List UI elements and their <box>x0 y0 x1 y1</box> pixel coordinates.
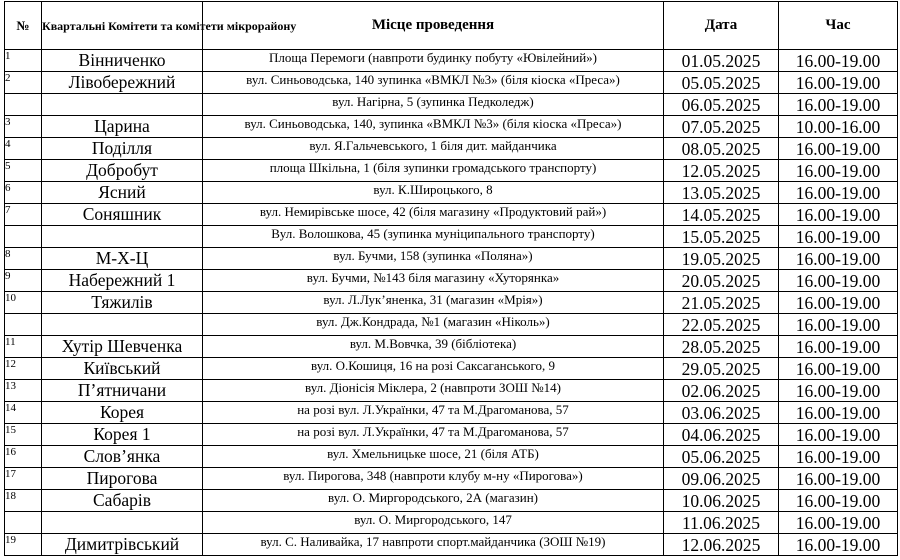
row-place: на розі вул. Л.Українки, 47 та М.Драгоманова, 57 <box>203 424 664 446</box>
row-date: 13.05.2025 <box>664 182 779 204</box>
row-time: 16.00-19.00 <box>779 358 898 380</box>
row-time: 16.00-19.00 <box>779 204 898 226</box>
row-date: 05.06.2025 <box>664 446 779 468</box>
schedule-table <box>4 1 898 556</box>
row-time: 16.00-19.00 <box>779 380 898 402</box>
row-committee: Пирогова <box>42 468 203 490</box>
row-place: вул. О.Кошиця, 16 на розі Саксаганського, 9 <box>203 358 664 380</box>
header-number: № <box>5 2 42 50</box>
table-row <box>5 380 898 402</box>
row-date: 28.05.2025 <box>664 336 779 358</box>
header-place: Місце проведення <box>203 2 664 50</box>
row-date: 11.06.2025 <box>664 512 779 534</box>
row-committee: Поділля <box>42 138 203 160</box>
row-number: 2 <box>5 72 42 94</box>
row-date: 04.06.2025 <box>664 424 779 446</box>
row-time: 16.00-19.00 <box>779 402 898 424</box>
row-place: вул. Нагірна, 5 (зупинка Педколедж) <box>203 94 664 116</box>
row-place: вул. Л.Лук’яненка, 31 (магазин «Мрія») <box>203 292 664 314</box>
table-row <box>5 116 898 138</box>
row-number: 18 <box>5 490 42 512</box>
row-committee: П’ятничани <box>42 380 203 402</box>
row-place: вул. Бучми, №143 біля магазину «Хуторянка» <box>203 270 664 292</box>
table-row <box>5 534 898 556</box>
row-number <box>5 94 42 116</box>
row-time: 16.00-19.00 <box>779 270 898 292</box>
row-date: 01.05.2025 <box>664 50 779 72</box>
row-place: вул. С. Наливайка, 17 навпроти спорт.майданчика (ЗОШ №19) <box>203 534 664 556</box>
row-number: 12 <box>5 358 42 380</box>
table-row <box>5 94 898 116</box>
row-place: вул. Дж.Кондрада, №1 (магазин «Ніколь») <box>203 314 664 336</box>
row-number: 14 <box>5 402 42 424</box>
row-place: вул. М.Вовчка, 39 (бібліотека) <box>203 336 664 358</box>
row-number: 16 <box>5 446 42 468</box>
row-time: 16.00-19.00 <box>779 138 898 160</box>
row-place: вул. Синьоводська, 140, зупинка «ВМКЛ №3» (біля кіоска «Преса») <box>203 116 664 138</box>
row-time: 16.00-19.00 <box>779 94 898 116</box>
row-place: на розі вул. Л.Українки, 47 та М.Драгоманова, 57 <box>203 402 664 424</box>
table-row <box>5 336 898 358</box>
row-time: 16.00-19.00 <box>779 534 898 556</box>
table-row <box>5 424 898 446</box>
row-committee: Соняшник <box>42 204 203 226</box>
row-committee: Сабарів <box>42 490 203 512</box>
row-number: 10 <box>5 292 42 314</box>
row-committee: Царина <box>42 116 203 138</box>
row-time: 16.00-19.00 <box>779 336 898 358</box>
row-place: вул. О. Миргородського, 2А (магазин) <box>203 490 664 512</box>
row-time: 16.00-19.00 <box>779 446 898 468</box>
row-committee: Корея <box>42 402 203 424</box>
row-time: 16.00-19.00 <box>779 248 898 270</box>
row-number: 4 <box>5 138 42 160</box>
row-number <box>5 512 42 534</box>
header-time: Час <box>779 2 898 50</box>
row-time: 16.00-19.00 <box>779 72 898 94</box>
table-row <box>5 490 898 512</box>
table-row <box>5 358 898 380</box>
row-number: 15 <box>5 424 42 446</box>
row-number: 13 <box>5 380 42 402</box>
row-time: 10.00-16.00 <box>779 116 898 138</box>
row-time: 16.00-19.00 <box>779 50 898 72</box>
row-time: 16.00-19.00 <box>779 314 898 336</box>
table-row <box>5 160 898 182</box>
row-date: 19.05.2025 <box>664 248 779 270</box>
table-row <box>5 314 898 336</box>
row-date: 20.05.2025 <box>664 270 779 292</box>
row-date: 05.05.2025 <box>664 72 779 94</box>
row-number: 19 <box>5 534 42 556</box>
row-time: 16.00-19.00 <box>779 226 898 248</box>
row-place: вул. Я.Гальчевського, 1 біля дит. майданчика <box>203 138 664 160</box>
row-number: 9 <box>5 270 42 292</box>
row-committee <box>42 94 203 116</box>
row-date: 22.05.2025 <box>664 314 779 336</box>
row-place: вул. Пирогова, 348 (навпроти клубу м-ну «Пирогова») <box>203 468 664 490</box>
row-committee: Димитрівський <box>42 534 203 556</box>
row-date: 06.05.2025 <box>664 94 779 116</box>
row-date: 02.06.2025 <box>664 380 779 402</box>
table-row <box>5 248 898 270</box>
row-place: Площа Перемоги (навпроти будинку побуту «Ювілейний») <box>203 50 664 72</box>
header-date: Дата <box>664 2 779 50</box>
row-date: 07.05.2025 <box>664 116 779 138</box>
row-place: вул. Немирівське шосе, 42 (біля магазину «Продуктовий рай») <box>203 204 664 226</box>
row-committee: Лівобережний <box>42 72 203 94</box>
row-date: 12.05.2025 <box>664 160 779 182</box>
row-place: вул. Синьоводська, 140 зупинка «ВМКЛ №3» (біля кіоска «Преса») <box>203 72 664 94</box>
row-place: вул. Хмельницьке шосе, 21 (біля АТБ) <box>203 446 664 468</box>
row-number: 8 <box>5 248 42 270</box>
row-place: вул. Бучми, 158 (зупинка «Поляна») <box>203 248 664 270</box>
row-number: 1 <box>5 50 42 72</box>
row-date: 12.06.2025 <box>664 534 779 556</box>
row-date: 10.06.2025 <box>664 490 779 512</box>
row-committee: Ясний <box>42 182 203 204</box>
row-date: 09.06.2025 <box>664 468 779 490</box>
row-time: 16.00-19.00 <box>779 490 898 512</box>
row-time: 16.00-19.00 <box>779 292 898 314</box>
table-row <box>5 138 898 160</box>
row-time: 16.00-19.00 <box>779 512 898 534</box>
row-committee: Корея 1 <box>42 424 203 446</box>
row-place: вул. Діонісія Міклера, 2 (навпроти ЗОШ №14) <box>203 380 664 402</box>
row-number: 11 <box>5 336 42 358</box>
row-number: 7 <box>5 204 42 226</box>
row-time: 16.00-19.00 <box>779 182 898 204</box>
row-number: 5 <box>5 160 42 182</box>
table-row <box>5 182 898 204</box>
row-committee: М-Х-Ц <box>42 248 203 270</box>
row-time: 16.00-19.00 <box>779 424 898 446</box>
row-committee <box>42 314 203 336</box>
row-committee: Слов’янка <box>42 446 203 468</box>
row-number: 17 <box>5 468 42 490</box>
row-date: 08.05.2025 <box>664 138 779 160</box>
row-committee: Набережний 1 <box>42 270 203 292</box>
row-date: 14.05.2025 <box>664 204 779 226</box>
table-row <box>5 226 898 248</box>
row-number <box>5 314 42 336</box>
header-committee: Квартальні Комітети та комітети мікрорайону <box>42 2 203 50</box>
row-date: 21.05.2025 <box>664 292 779 314</box>
row-date: 03.06.2025 <box>664 402 779 424</box>
row-committee <box>42 226 203 248</box>
row-place: вул. О. Миргородського, 147 <box>203 512 664 534</box>
row-place: вул. К.Широцького, 8 <box>203 182 664 204</box>
row-time: 16.00-19.00 <box>779 160 898 182</box>
row-date: 29.05.2025 <box>664 358 779 380</box>
table-row <box>5 402 898 424</box>
table-row <box>5 50 898 72</box>
row-time: 16.00-19.00 <box>779 468 898 490</box>
row-committee: Хутір Шевченка <box>42 336 203 358</box>
table-row <box>5 292 898 314</box>
row-number <box>5 226 42 248</box>
row-place: Вул. Волошкова, 45 (зупинка муніципального транспорту) <box>203 226 664 248</box>
table-row <box>5 204 898 226</box>
row-committee <box>42 512 203 534</box>
row-committee: Вінниченко <box>42 50 203 72</box>
row-place: площа Шкільна, 1 (біля зупинки громадського транспорту) <box>203 160 664 182</box>
row-committee: Тяжилів <box>42 292 203 314</box>
row-number: 3 <box>5 116 42 138</box>
table-row <box>5 446 898 468</box>
table-row <box>5 72 898 94</box>
table-row <box>5 512 898 534</box>
header-row <box>5 2 898 50</box>
row-committee: Київський <box>42 358 203 380</box>
row-date: 15.05.2025 <box>664 226 779 248</box>
row-number: 6 <box>5 182 42 204</box>
row-committee: Добробут <box>42 160 203 182</box>
table-body <box>5 50 898 556</box>
table-row <box>5 270 898 292</box>
table-row <box>5 468 898 490</box>
